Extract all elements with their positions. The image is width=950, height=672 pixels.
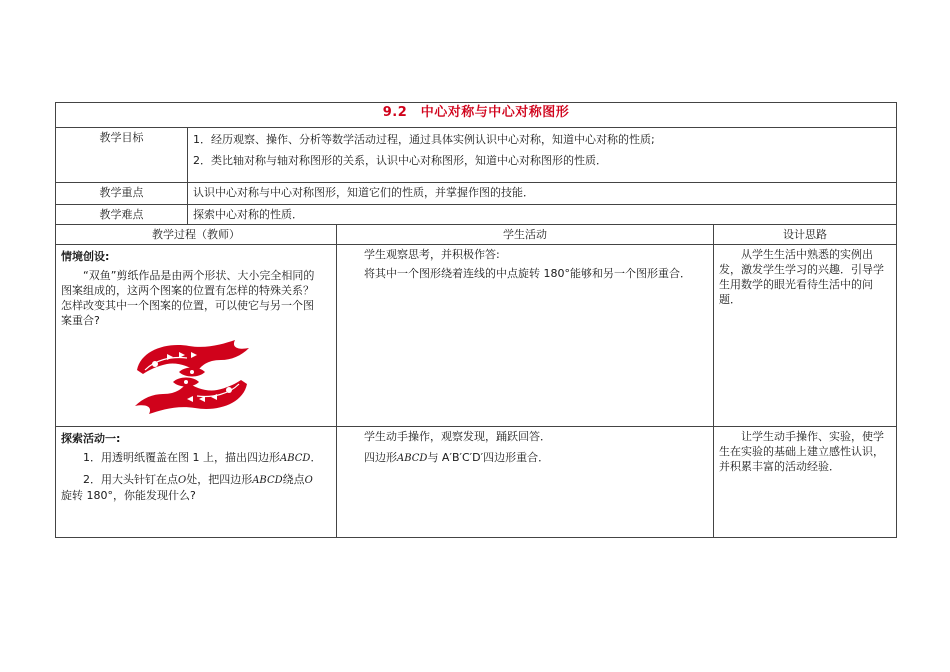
explore-step-1-text: 1．用透明纸覆盖在图 1 上，描出四边形 (83, 451, 280, 464)
goal-label: 教学目标 (56, 128, 188, 183)
scenario-design-cell (714, 245, 897, 427)
lesson-title: 9.2 中心对称与中心对称图形 (56, 103, 897, 128)
quad-abcd-label: ABCD (280, 453, 311, 464)
point-o-label: O (178, 475, 187, 486)
key-label: 教学重点 (56, 183, 188, 205)
scenario-title: 情境创设: (61, 250, 110, 263)
difficulty-row (56, 205, 897, 225)
explore-step-2-text-a: 2．用大头针钉在点 (83, 473, 178, 486)
scenario-teacher-cell (56, 245, 337, 427)
explore-design-cell (714, 427, 897, 538)
quad-abcd-label-2: ABCD (252, 475, 283, 486)
explore-step-2-text-e: 绕点 (282, 473, 305, 486)
explore-student-line-1: 学生动手操作，观察发现，踊跃回答． (364, 430, 551, 443)
explore-step-2-text-c: 处，把四边形 (186, 473, 253, 486)
key-content: 认识中心对称与中心对称图形，知道它们的性质，并掌握作图的技能． (188, 183, 897, 205)
explore-step-1-end: ． (310, 451, 322, 464)
header-student: 学生活动 (337, 225, 714, 245)
scenario-design-text: 从学生生活中熟悉的实例出发，激发学生学习的兴趣．引导学生用数学的眼光看待生活中的问题． (719, 248, 884, 306)
header-design: 设计思路 (714, 225, 897, 245)
explore-step-2-text-g: 旋转 180°，你能发现什么? (61, 489, 196, 502)
explore-student-line-2-a: 四边形 (364, 451, 397, 464)
explore-step-1 (61, 450, 323, 466)
header-teacher: 教学过程（教师） (56, 225, 337, 245)
explore-student-line-2-c: 与 A′B′C′D′四边形重合． (427, 451, 550, 464)
section-scenario-row (56, 245, 897, 427)
goal-item-2: 2．类比轴对称与轴对称图形的关系，认识中心对称图形，知道中心对称图形的性质． (193, 154, 607, 167)
lesson-plan-table (55, 102, 897, 538)
explore-step-2 (61, 472, 323, 503)
explore-student-line-2 (342, 450, 708, 466)
goal-content (188, 128, 897, 183)
scenario-student-line-1: 学生观察思考，并积极作答: (364, 248, 500, 261)
double-fish-papercut-image (61, 336, 323, 422)
scenario-student-cell (337, 245, 714, 427)
quad-abcd-label-3: ABCD (397, 453, 428, 464)
header-row (56, 225, 897, 245)
title-row (56, 103, 897, 128)
scenario-teacher-text: “双鱼”剪纸作品是由两个形状、大小完全相同的图案组成的，这两个图案的位置有怎样的特殊关系？怎样改变其中一个图案的位置，可以使它与另一个图案重合? (61, 269, 315, 327)
explore-student-cell (337, 427, 714, 538)
difficulty-label: 教学难点 (56, 205, 188, 225)
goal-row (56, 128, 897, 183)
scenario-student-line-2: 将其中一个图形绕着连线的中点旋转 180°能够和另一个图形重合． (364, 267, 691, 280)
section-explore-row (56, 427, 897, 538)
double-fish-icon (127, 336, 257, 418)
explore-title: 探索活动一: (61, 432, 121, 445)
goal-item-1: 1．经历观察、操作、分析等数学活动过程，通过具体实例认识中心对称，知道中心对称的性质; (193, 133, 655, 146)
key-row (56, 183, 897, 205)
point-o-label-2: O (304, 475, 313, 486)
explore-teacher-cell (56, 427, 337, 538)
explore-design-text: 让学生动手操作、实验，使学生在实验的基础上建立感性认识，并积累丰富的活动经验． (719, 430, 884, 473)
difficulty-content: 探索中心对称的性质． (188, 205, 897, 225)
